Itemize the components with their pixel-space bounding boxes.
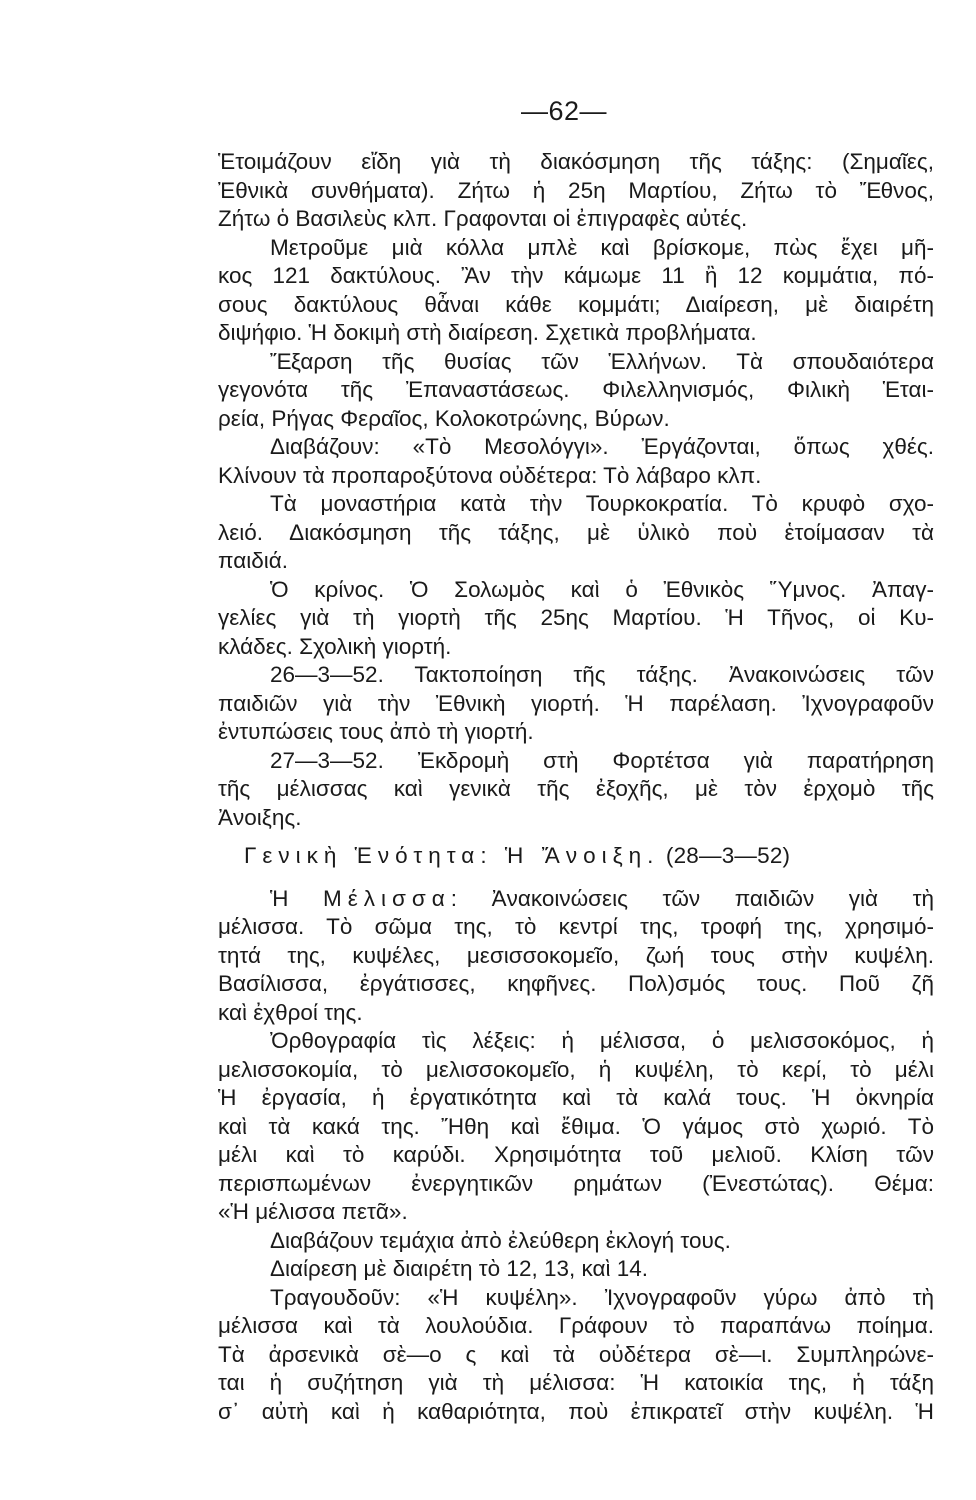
spaced-word: Μέλισσα xyxy=(322,885,451,911)
section-heading xyxy=(218,842,934,871)
text-line: Τραγουδοῦν: «Ἡ κυψέλη». Ἰχνογραφοῦν γύρω ἀπὸ τὴ xyxy=(270,1284,934,1310)
body-text xyxy=(218,148,934,1426)
text-line: Μετροῦμε μιὰ κόλλα μπλὲ καὶ βρίσκομε, πὼς ἔχει μῆ- xyxy=(270,234,934,260)
text-line: Τὰ ἀρσενικὰ σὲ—ο ς καὶ τὰ οὐδέτερα σὲ—ι. Συμπληρώνε- xyxy=(218,1341,934,1367)
text-line: ται ἡ συζήτηση γιὰ τὴ μέλισσα: Ἡ κατοικία της, ἡ τάξη xyxy=(218,1370,934,1395)
text-line: Τὰ μοναστήρια κατὰ τὴν Τουρκοκρατία. Τὸ κρυφὸ σχο- xyxy=(270,491,934,516)
text-line: Ὁ κρίνος. Ὁ Σολωμὸς καὶ ὁ Ἐθνικὸς Ὕμνος. Ἀπαγ- xyxy=(270,576,934,602)
text-line: μέλισσα. Τὸ σῶμα της, τὸ κεντρί της, τροφή της, χρησιμό- xyxy=(218,914,934,939)
text-line: Διαβάζουν: «Τὸ Μεσολόγγι». Ἐργάζονται, ὅπως χθές. xyxy=(270,434,934,459)
section-heading-title: Γενικὴ Ἑνότητα: Ἡ Ἄνοιξη. xyxy=(244,843,660,868)
text-line: διψήφιο. Ἡ δοκιμὴ στὴ διαίρεση. Σχετικὰ προβλήματα. xyxy=(218,320,757,345)
page-number: —62— xyxy=(520,96,608,126)
text-line: κος 121 δακτύλους. Ἂν τὴν κάμωμε 11 ἢ 12 κομμάτια, πό- xyxy=(218,263,934,288)
text-line: λειό. Διακόσμηση τῆς τάξης, μὲ ὑλικὸ ποὺ ἑτοίμασαν τὰ xyxy=(218,519,934,545)
text-line: Ἑτοιμάζουν εἴδη γιὰ τὴ διακόσμηση τῆς τάξης: (Σημαῖες, xyxy=(218,149,934,174)
text-line: Διαβάζουν τεμάχια ἀπὸ ἐλεύθερη ἐκλογή τους. xyxy=(270,1227,731,1253)
section-heading-date: (28—3—52) xyxy=(665,843,791,868)
text-line: τῆς μέλισσας καὶ γενικὰ τῆς ἐξοχῆς, μὲ τὸν ἐρχομὸ τῆς xyxy=(218,776,934,801)
text-line: παιδιῶν γιὰ τὴν Ἐθνικὴ γιορτή. Ἡ παρέλαση. Ἰχνογραφοῦν xyxy=(218,690,934,716)
text-line: καὶ ἐχθροί της. xyxy=(218,999,363,1025)
lesson-notes-part-2 xyxy=(218,885,934,1427)
text-line: μέλισσα καὶ τὰ λουλούδια. Γράφουν τὸ παραπάνω ποίημα. xyxy=(218,1313,934,1338)
text-line: σ᾽ αὐτὴ καὶ ἡ καθαριότητα, ποὺ ἐπικρατεῖ στὴν κυψέλη. Ἡ xyxy=(218,1398,934,1424)
text-line: Διαίρεση μὲ διαιρέτη τὸ 12, 13, καὶ 14. xyxy=(270,1256,648,1281)
text-line: Ἡ Μέλισσα: Ἀνακοινώσεις τῶν παιδιῶν γιὰ τὴ xyxy=(270,885,934,911)
text-line: Ἐθνικὰ συνθήματα). Ζήτω ἡ 25η Μαρτίου, Ζήτω τὸ Ἔθνος, xyxy=(218,177,934,203)
text-line: 26—3—52. Τακτοποίηση τῆς τάξης. Ἀνακοινώσεις τῶν xyxy=(270,662,934,687)
text-line: περισπωμένων ἐνεργητικῶν ρημάτων (Ἐνεστώτας). Θέμα: xyxy=(218,1170,934,1196)
lesson-notes-part-1 xyxy=(218,148,934,832)
text-line: κλάδες. Σχολικὴ γιορτή. xyxy=(218,633,452,659)
text-line: γελίες γιὰ τὴ γιορτὴ τῆς 25ης Μαρτίου. Ἡ Τῆνος, οἱ Κυ- xyxy=(218,605,934,630)
text-line: παιδιά. xyxy=(218,548,288,573)
text-line: Βασίλισσα, ἐργάτισσες, κηφῆνες. Πολ)σμός τους. Ποῦ ζῆ xyxy=(218,971,934,996)
text-line: καὶ τὰ κακά της. Ἤθη καὶ ἔθιμα. Ὁ γάμος στὸ χωριό. Τὸ xyxy=(218,1113,934,1139)
text-line: ἐντυπώσεις τους ἀπὸ τὴ γιορτή. xyxy=(218,719,534,744)
text-line: μέλι καὶ τὸ καρύδι. Χρησιμότητα τοῦ μελιοῦ. Κλίση τῶν xyxy=(218,1142,934,1167)
text-line: Ὀρθογραφία τὶς λέξεις: ἡ μέλισσα, ὁ μελισσοκόμος, ἡ xyxy=(270,1028,934,1053)
text-line: «Ἡ μέλισσα πετᾶ». xyxy=(218,1199,408,1224)
text-line: Κλίνουν τὰ προπαροξύτονα οὐδέτερα: Τὸ λάβαρο κλπ. xyxy=(218,462,762,488)
text-line: Ζήτω ὁ Βασιλεὺς κλπ. Γραφονται οἱ ἐπιγραφὲς αὐτές. xyxy=(218,206,748,231)
text-line: Ἡ ἐργασία, ἡ ἐργατικότητα καὶ τὰ καλά τους. Ἡ ὀκνηρία xyxy=(218,1085,934,1110)
text-line: τητά της, κυψέλες, μεσισσοκομεῖο, ζωή τους στὴν κυψέλη. xyxy=(218,942,934,968)
text-line: Ἔξαρση τῆς θυσίας τῶν Ἑλλήνων. Τὰ σπουδαιότερα xyxy=(270,348,934,374)
text-line: Ἀνοιξης. xyxy=(218,804,302,830)
text-line: γεγονότα τῆς Ἐπαναστάσεως. Φιλελληνισμός, Φιλικὴ Ἑται- xyxy=(218,377,934,402)
text-line: 27—3—52. Ἐκδρομὴ στὴ Φορτέτσα γιὰ παρατήρηση xyxy=(270,747,934,773)
text-line: σους δακτύλους θἆναι κάθε κομμάτι; Διαίρεση, μὲ διαιρέτη xyxy=(218,291,934,317)
text-line: ρεία, Ρήγας Φεραῖος, Κολοκοτρώνης, Βύρων. xyxy=(218,405,670,431)
text-line: μελισσοκομία, τὸ μελισσοκομεῖο, ἡ κυψέλη, τὸ κερί, τὸ μέλι xyxy=(218,1056,934,1082)
